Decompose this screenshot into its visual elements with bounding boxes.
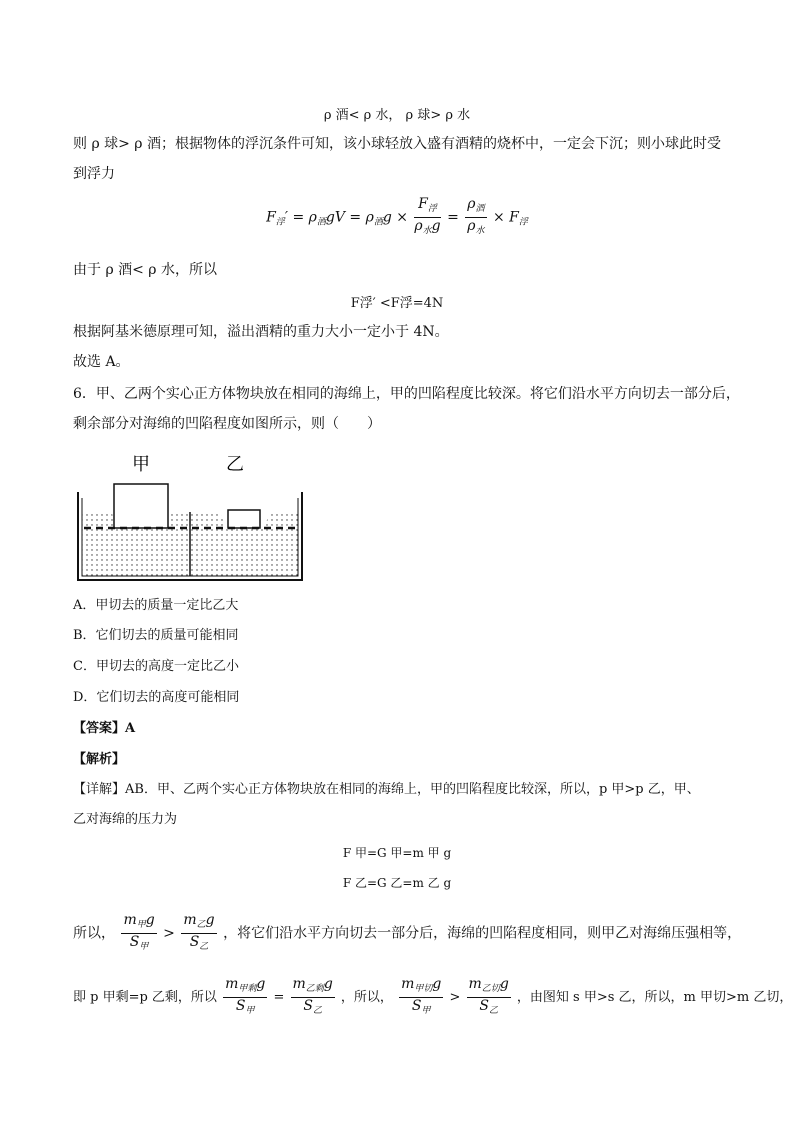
detail-line-2: 乙对海绵的压力为 xyxy=(73,812,178,827)
choose-line: 故选 A。 xyxy=(73,354,130,370)
answer-label: 【答案】A xyxy=(73,721,136,736)
question-6-line-2: 剩余部分对海绵的凹陷程度如图所示，则（ ） xyxy=(73,416,381,432)
force-comparison: F浮′ <F浮=4N xyxy=(350,296,444,311)
fraction-cut-yi: $\frac{m_{乙切}g}{S_乙}$ xyxy=(468,976,509,1016)
since-line: 由于 ρ 酒< ρ 水，所以 xyxy=(73,262,217,278)
detail-line-3-suffix: ，将它们沿水平方向切去一部分后，海绵的凹陷程度相同，则甲乙对海绵压强相等， xyxy=(223,925,742,942)
question-6-line-1: 6．甲、乙两个实心正方体物块放在相同的海绵上，甲的凹陷程度比较深。将它们沿水平方向切去一部分后， xyxy=(73,386,740,402)
option-d: D．它们切去的高度可能相同 xyxy=(73,690,240,705)
detail-line-4-suffix: ，由图知 s 甲>s 乙，所以，m 甲切>m 乙切， xyxy=(516,990,793,1005)
detail-line-4-mid: ，所以， xyxy=(340,990,393,1005)
fraction-mjia-sjia: $\frac{m_甲g}{S_甲}$ xyxy=(123,912,155,952)
detail-line-1: 【详解】AB．甲、乙两个实心正方体物块放在相同的海绵上，甲的凹陷程度比较深，所以，p 甲>p 乙，甲、 xyxy=(73,782,700,797)
conclusion-line-2: 到浮力 xyxy=(73,166,115,182)
buoyancy-formula: $F_浮' = \rho_酒gV = \rho_酒g$ × $\frac{F_浮}{\rho_水g}$ = $\frac{\rho_酒}{\rho_水}$ × $F_浮$ xyxy=(266,196,528,236)
detail-line-4: 即 p 甲剩=p 乙剩，所以 $\frac{m_{甲剩}g}{S_甲}$ = $\frac{m_{乙剩}g}{S_乙}$ ，所以， $\frac{m_{甲切}g}{S_甲}$ > $\frac{m_{乙切}g}{S_乙}$ ，由图知 s 甲>s 乙，所以，m 甲切>m 乙切， xyxy=(73,976,792,1019)
label-jia: 甲 xyxy=(132,454,150,475)
label-yi: 乙 xyxy=(226,454,244,475)
equation-1: F 甲=G 甲=m 甲 g xyxy=(342,846,452,860)
equation-2: F 乙=G 乙=m 乙 g xyxy=(342,876,452,890)
analysis-label: 【解析】 xyxy=(73,752,126,767)
fraction-remain-jia: $\frac{m_{甲剩}g}{S_甲}$ xyxy=(225,976,266,1016)
option-b: B．它们切去的质量可能相同 xyxy=(73,628,239,643)
block-yi xyxy=(228,510,260,528)
detail-line-3: 所以， $\frac{m_甲g}{S_甲}$ > $\frac{m_乙g}{S_乙}$ ，将它们沿水平方向切去一部分后，海绵的凹陷程度相同，则甲乙对海绵压强相等， xyxy=(73,912,741,955)
fraction-myi-syi: $\frac{m_乙g}{S_乙}$ xyxy=(183,912,215,952)
sponge-figure xyxy=(70,448,310,584)
block-jia xyxy=(114,484,168,528)
fraction-remain-yi: $\frac{m_{乙剩}g}{S_乙}$ xyxy=(292,976,333,1016)
archimedes-line: 根据阿基米德原理可知，溢出酒精的重力大小一定小于 4N。 xyxy=(73,324,449,340)
density-comparison: ρ 酒< ρ 水， ρ 球> ρ 水 xyxy=(323,108,471,123)
detail-line-4-prefix: 即 p 甲剩=p 乙剩，所以 xyxy=(73,990,217,1005)
detail-line-3-prefix: 所以， xyxy=(73,925,115,942)
fraction-cut-jia: $\frac{m_{甲切}g}{S_甲}$ xyxy=(401,976,442,1016)
option-a: A．甲切去的质量一定比乙大 xyxy=(73,598,239,613)
conclusion-line-1: 则 ρ 球> ρ 酒；根据物体的浮沉条件可知，该小球轻放入盛有酒精的烧杯中，一定会下沉；则小球此时受 xyxy=(73,136,721,152)
option-c: C．甲切去的高度一定比乙小 xyxy=(73,659,239,674)
